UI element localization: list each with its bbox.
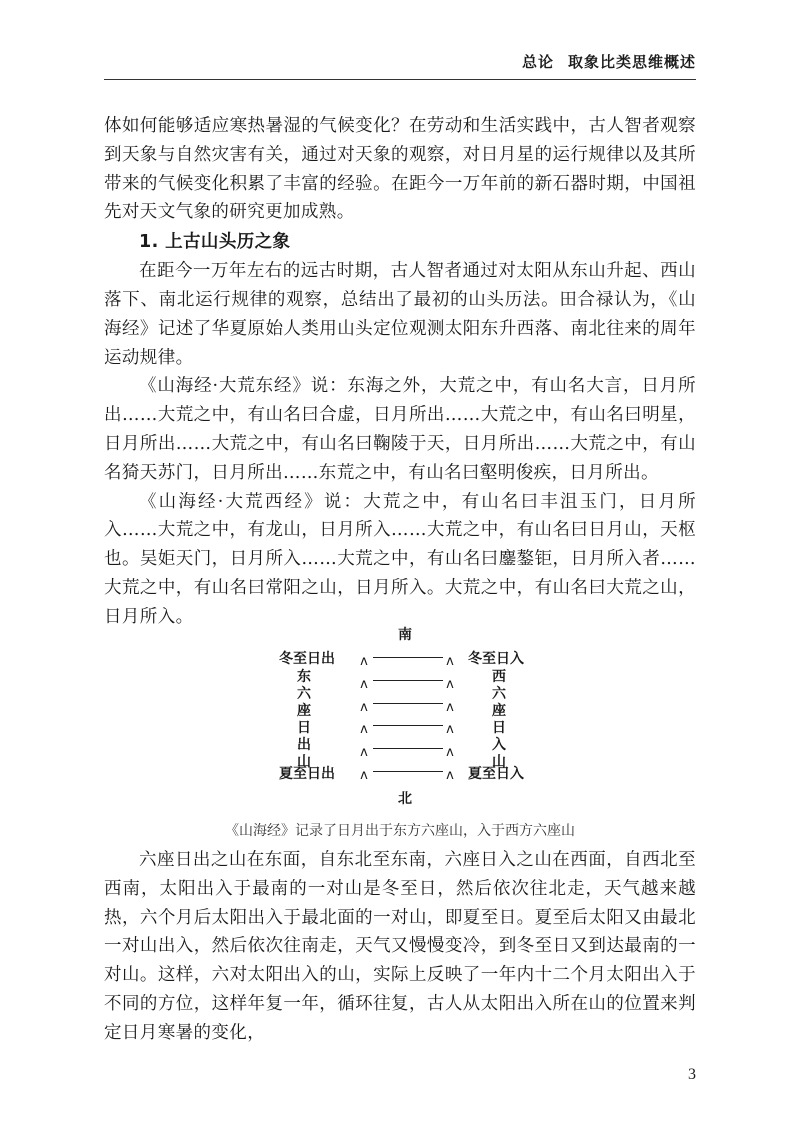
west-mountain-marker: ʌ: [446, 654, 454, 669]
west-mountain-marker: ʌ: [446, 722, 454, 737]
east-mountain-marker: ʌ: [360, 722, 368, 737]
paragraph-2: 在距今一万年左右的远古时期，古人智者通过对太阳从东山升起、西山落下、南北运行规律的观察，总结出了最初的山头历法。田合禄认为，《山海经》记述了华夏原始人类用山头定位观测太阳东升西落、南北往来的周年运动规律。: [104, 261, 696, 368]
mountain-pair-line: [373, 680, 443, 681]
figure-caption: 《山海经》记录了日月出于东方六座山，入于西方六座山: [225, 823, 575, 839]
running-header: [522, 51, 696, 72]
west-column-char: 山: [492, 754, 506, 770]
east-mountain-marker: ʌ: [360, 768, 368, 783]
paragraph-3: 《山海经·大荒东经》说：东海之外，大荒之中，有山名大言，日月所出……大荒之中，有山名曰合虚，日月所出……大荒之中，有山名曰明星，日月所出……大荒之中，有山名曰鞠陵于天，日月所出……大荒之中，有山名猗天苏门，日月所出……东荒之中，有山名曰壑明俊疾，日月所出。: [104, 376, 696, 483]
east-mountain-marker: ʌ: [360, 700, 368, 715]
east-column-char: 日: [297, 720, 311, 736]
west-column-char: 座: [492, 703, 506, 719]
east-column-char: 座: [297, 703, 311, 719]
east-column-char: 山: [297, 754, 311, 770]
mountain-pair-line: [373, 725, 443, 726]
east-mountain-marker: ʌ: [360, 654, 368, 669]
west-mountain-marker: ʌ: [446, 700, 454, 715]
body-text-bottom: [104, 846, 696, 1048]
winter-sunset-label: 冬至日入: [468, 651, 524, 667]
header-rule: [104, 79, 696, 80]
winter-sunrise-label: 冬至日出: [279, 651, 335, 667]
east-column-char: 六: [297, 686, 311, 702]
mountain-pair-line: [373, 748, 443, 749]
west-column-char: 西: [492, 669, 506, 685]
south-label: 南: [398, 627, 412, 643]
north-label: 北: [398, 791, 412, 807]
paragraph-4: 《山海经·大荒西经》说：大荒之中，有山名曰丰沮玉门，日月所入……大荒之中，有龙山，日月所入……大荒之中，有山名曰日月山，天枢也。吴姖天门，日月所入……大荒之中，有山名曰鏖鏊钜，日月所入者……大荒之中，有山名曰常阳之山，日月所入。大荒之中，有山名曰大荒之山，日月所入。: [104, 491, 696, 627]
header-section: 总论: [521, 53, 554, 71]
west-mountain-marker: ʌ: [446, 768, 454, 783]
summer-sunrise-label: 夏至日出: [279, 766, 335, 782]
east-mountain-marker: ʌ: [360, 677, 368, 692]
body-text-top: [104, 112, 696, 632]
east-mountain-marker: ʌ: [360, 745, 368, 760]
mountain-pair-line: [373, 703, 443, 704]
summer-sunset-label: 夏至日入: [468, 766, 524, 782]
west-mountain-marker: ʌ: [446, 677, 454, 692]
mountain-pair-line: [373, 771, 443, 772]
east-column-char: 东: [297, 669, 311, 685]
west-mountain-marker: ʌ: [446, 745, 454, 760]
section-heading: 1. 上古山头历之象: [139, 232, 291, 253]
east-column-char: 出: [297, 737, 311, 753]
paragraph-1: 体如何能够适应寒热暑湿的气候变化？在劳动和生活实践中，古人智者观察到天象与自然灾害有关，通过对天象的观察，对日月星的运行规律以及其所带来的气候变化积累了丰富的经验。在距今一万年前的新石器时期，中国祖先对天文气象的研究更加成熟。: [104, 116, 696, 223]
west-column-char: 日: [492, 720, 506, 736]
header-title: 取象比类思维概述: [567, 53, 696, 71]
mountain-pair-line: [373, 657, 443, 658]
paragraph-5: 六座日出之山在东面，自东北至东南，六座日入之山在西面，自西北至西南，太阳出入于最南的一对山是冬至日，然后依次往北走，天气越来越热，六个月后太阳出入于最北面的一对山，即夏至日。夏至后太阳又由最北一对山出入，然后依次往南走，天气又慢慢变冷，到冬至日又到达最南的一对山。这样，六对太阳出入的山，实际上反映了一年内十二个月太阳出入于不同的方位，这样年复一年，循环往复，古人从太阳出入所在山的位置来判定日月寒暑的变化，: [104, 850, 696, 1043]
west-column-char: 入: [492, 737, 506, 753]
page-number: 3: [688, 1066, 696, 1083]
west-column-char: 六: [492, 686, 506, 702]
